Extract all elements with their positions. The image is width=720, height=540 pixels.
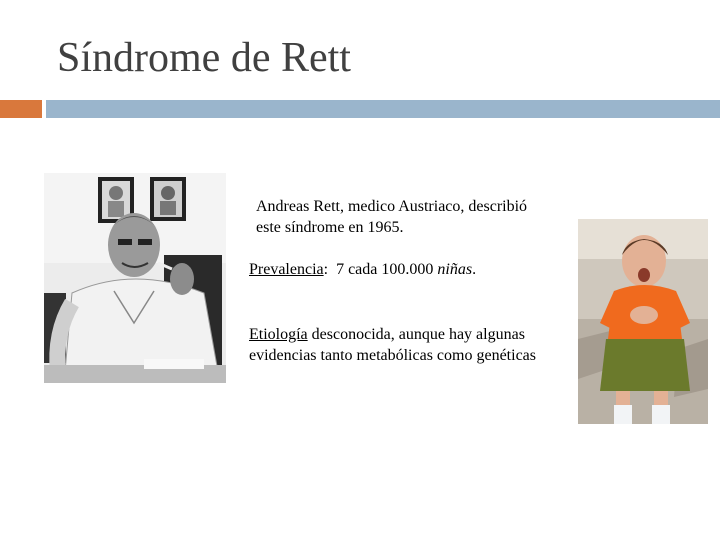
prevalence-end: . <box>472 261 477 278</box>
andreas-rett-illustration <box>44 173 226 383</box>
prevalence-colon: : <box>323 261 329 278</box>
girl-illustration <box>578 219 708 424</box>
prevalence-value: 7 cada 100.000 <box>328 261 438 278</box>
slide-title: Síndrome de Rett <box>57 35 351 81</box>
accent-bar-orange <box>0 100 42 118</box>
prevalence-paragraph <box>249 259 476 280</box>
etiology-line-1-rest: desconocida, aunque hay algunas <box>307 326 525 343</box>
prevalence-italic: niñas <box>437 261 473 278</box>
etiology-line-2: evidencias tanto metabólicas como genéticas <box>249 347 536 364</box>
etiology-label: Etiología <box>249 326 308 343</box>
intro-line-1: Andreas Rett, medico Austriaco, describió <box>256 198 528 215</box>
intro-line-2: este síndrome en 1965. <box>256 219 404 236</box>
etiology-paragraph <box>249 324 536 366</box>
prevalence-label: Prevalencia <box>249 261 324 278</box>
girl-photo <box>578 219 708 424</box>
accent-bar-blue <box>46 100 720 118</box>
intro-paragraph <box>256 196 527 238</box>
etiology-line-1 <box>249 324 536 345</box>
andreas-rett-photo <box>44 173 226 383</box>
